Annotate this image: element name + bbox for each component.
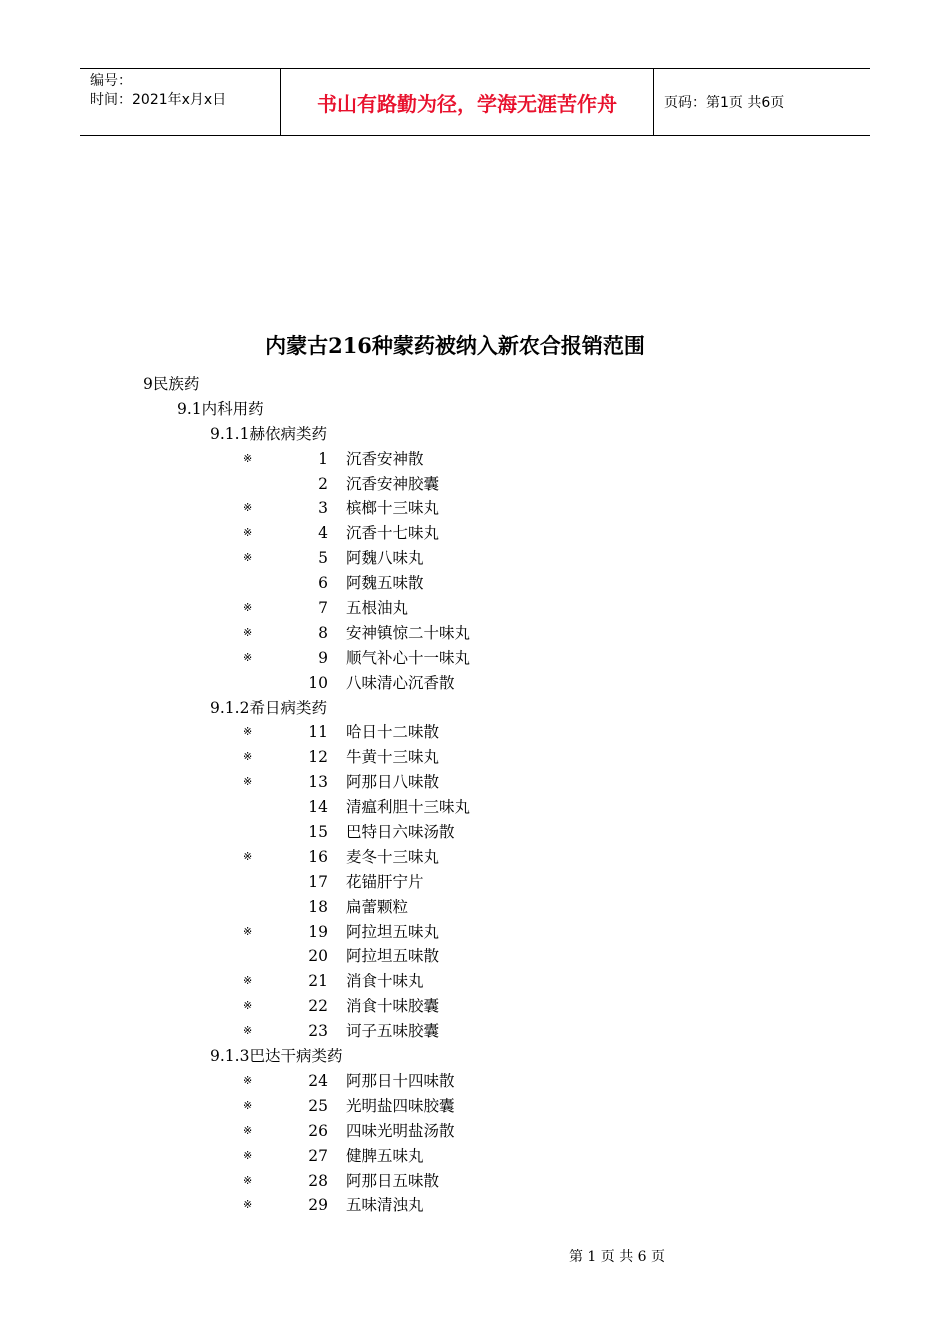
item-number: 27 — [308, 1146, 328, 1165]
list-item — [0, 1193, 950, 1218]
medicine-name: 五根油丸 — [346, 599, 409, 618]
item-number: 23 — [308, 1022, 328, 1041]
list-item — [0, 621, 950, 646]
item-number: 13 — [308, 773, 328, 792]
document-body — [0, 372, 950, 1218]
item-number: 12 — [308, 748, 328, 767]
section-heading: 9.1.2希日病类药 — [210, 698, 327, 717]
item-number: 1 — [318, 449, 328, 468]
medicine-name: 清瘟利胆十三味丸 — [346, 798, 471, 817]
list-item — [0, 571, 950, 596]
list-item — [0, 745, 950, 770]
list-item — [0, 944, 950, 969]
item-number: 3 — [318, 499, 328, 518]
page-header — [80, 68, 870, 136]
header-page-info: 页码：第1页 共6页 — [664, 95, 785, 111]
document-title: 内蒙古216种蒙药被纳入新农合报销范围 — [265, 333, 645, 358]
medicine-name: 扁蕾颗粒 — [346, 897, 409, 916]
medicine-name: 沉香十七味丸 — [346, 524, 440, 543]
medicine-name: 麦冬十三味丸 — [346, 847, 440, 866]
medicine-name: 安神镇惊二十味丸 — [346, 623, 471, 642]
list-item — [0, 521, 950, 546]
reference-mark: ※ — [243, 1148, 253, 1162]
medicine-name: 沉香安神胶囊 — [346, 474, 440, 493]
reference-mark: ※ — [243, 849, 253, 863]
item-number: 24 — [308, 1071, 328, 1090]
item-number: 8 — [318, 623, 328, 642]
item-number: 9 — [318, 648, 328, 667]
item-number: 19 — [308, 922, 328, 941]
medicine-name: 四味光明盐汤散 — [346, 1121, 455, 1140]
page-footer: 第 1 页 共 6 页 — [568, 1249, 666, 1265]
list-item — [0, 1144, 950, 1169]
item-number: 11 — [308, 723, 328, 742]
list-item — [0, 969, 950, 994]
list-item — [0, 496, 950, 521]
header-meta — [80, 69, 281, 135]
medicine-name: 八味清心沉香散 — [346, 673, 455, 692]
medicine-name: 阿魏五味散 — [346, 574, 424, 593]
item-number: 6 — [318, 574, 328, 593]
list-item — [0, 920, 950, 945]
list-item — [0, 447, 950, 472]
section-heading: 9.1.3巴达干病类药 — [210, 1047, 343, 1066]
item-number: 7 — [318, 599, 328, 618]
item-number: 21 — [308, 972, 328, 991]
reference-mark: ※ — [243, 1073, 253, 1087]
list-item — [0, 596, 950, 621]
list-item — [0, 546, 950, 571]
medicine-name: 哈日十二味散 — [346, 723, 440, 742]
reference-mark: ※ — [243, 974, 253, 988]
list-item — [0, 845, 950, 870]
item-number: 17 — [308, 872, 328, 891]
header-slogan: 书山有路勤为径，学海无涯苦作舟 — [281, 69, 654, 135]
medicine-name: 阿魏八味丸 — [346, 549, 424, 568]
medicine-name: 沉香安神散 — [346, 449, 424, 468]
medicine-name: 顺气补心十一味丸 — [346, 648, 471, 667]
item-number: 15 — [308, 823, 328, 842]
medicine-name: 消食十味胶囊 — [346, 997, 440, 1016]
reference-mark: ※ — [243, 1198, 253, 1212]
list-item — [0, 1069, 950, 1094]
list-item — [0, 820, 950, 845]
reference-mark: ※ — [243, 1024, 253, 1038]
list-item — [0, 646, 950, 671]
reference-mark: ※ — [243, 601, 253, 615]
item-number: 5 — [318, 549, 328, 568]
list-item — [0, 994, 950, 1019]
medicine-name: 健脾五味丸 — [346, 1146, 424, 1165]
list-item — [0, 1019, 950, 1044]
medicine-name: 槟榔十三味丸 — [346, 499, 440, 518]
medicine-name: 牛黄十三味丸 — [346, 748, 440, 767]
reference-mark: ※ — [243, 775, 253, 789]
item-number: 4 — [318, 524, 328, 543]
reference-mark: ※ — [243, 999, 253, 1013]
item-number: 22 — [308, 997, 328, 1016]
reference-mark: ※ — [243, 725, 253, 739]
medicine-name: 阿那日八味散 — [346, 773, 440, 792]
list-item — [0, 720, 950, 745]
reference-mark: ※ — [243, 1098, 253, 1112]
list-item — [0, 472, 950, 497]
item-number: 2 — [318, 474, 328, 493]
number-label: 编号： — [90, 73, 132, 89]
section-heading: 9.1.1赫依病类药 — [210, 424, 327, 443]
date-label: 时间：2021年x月x日 — [90, 92, 227, 108]
reference-mark: ※ — [243, 650, 253, 664]
medicine-name: 诃子五味胶囊 — [346, 1022, 440, 1041]
item-number: 29 — [308, 1196, 328, 1215]
section-heading: 9民族药 — [143, 375, 200, 393]
list-item — [0, 770, 950, 795]
medicine-name: 阿拉坦五味散 — [346, 947, 440, 966]
list-item — [0, 870, 950, 895]
reference-mark: ※ — [243, 924, 253, 938]
item-number: 16 — [308, 847, 328, 866]
reference-mark: ※ — [243, 526, 253, 540]
medicine-name: 五味清浊丸 — [346, 1196, 424, 1215]
reference-mark: ※ — [243, 625, 253, 639]
reference-mark: ※ — [243, 451, 253, 465]
medicine-name: 消食十味丸 — [346, 972, 424, 991]
reference-mark: ※ — [243, 501, 253, 515]
section-heading: 9.1内科用药 — [177, 399, 264, 418]
list-item — [0, 1094, 950, 1119]
list-item — [0, 1119, 950, 1144]
item-number: 18 — [308, 897, 328, 916]
list-item — [0, 795, 950, 820]
medicine-name: 花锚肝宁片 — [346, 872, 424, 891]
item-number: 28 — [308, 1171, 328, 1190]
item-number: 20 — [308, 947, 328, 966]
reference-mark: ※ — [243, 750, 253, 764]
list-item — [0, 1169, 950, 1194]
item-number: 25 — [308, 1096, 328, 1115]
medicine-name: 阿那日五味散 — [346, 1171, 440, 1190]
list-item — [0, 895, 950, 920]
list-item — [0, 671, 950, 696]
item-number: 10 — [308, 673, 328, 692]
reference-mark: ※ — [243, 551, 253, 565]
item-number: 26 — [308, 1121, 328, 1140]
medicine-name: 阿那日十四味散 — [346, 1071, 455, 1090]
medicine-name: 光明盐四味胶囊 — [346, 1096, 455, 1115]
medicine-name: 巴特日六味汤散 — [346, 823, 455, 842]
medicine-name: 阿拉坦五味丸 — [346, 922, 440, 941]
reference-mark: ※ — [243, 1123, 253, 1137]
item-number: 14 — [308, 798, 328, 817]
reference-mark: ※ — [243, 1173, 253, 1187]
